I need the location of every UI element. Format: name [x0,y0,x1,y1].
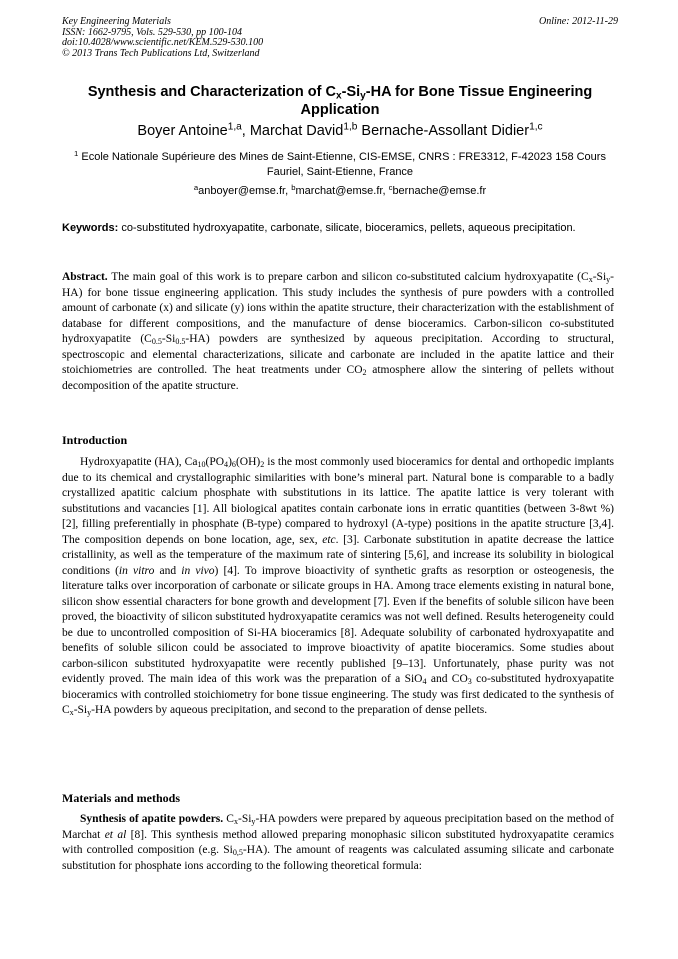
journal-header [62,17,618,59]
author-name: Boyer Antoine [137,123,228,139]
journal-name: Key Engineering Materials [62,16,171,27]
methods-heading: Materials and methods [62,791,180,805]
subsection-label: Synthesis of apatite powders. [80,813,224,825]
paper-title: Synthesis and Characterization of $C_x-Si_y-HA$ for Bone Tissue Engineering Application [87,84,593,118]
introduction-paragraph: Hydroxyapatite (HA), $Ca_{10}(PO_4)_6(OH)_2$ is the most commonly used bioceramics for dental and orthopedic implants due to its chemical and crystallographic similarities with bone’s mineral part. Natural bone is comparable to a badly crystallized apatitic calcium phosphate with substitutions in its lattice. The apatite lattice is very tolerant with substitutions and vacancies [1]. All biological apatites contain carbonate ions in erratic quantities (between 3-8wt %) [2], filling preferentially in phosphate (B-type) compared to hydroxyl (A-type) positions in the apatite structure [3,4]. The composition depends on bone location, age, sex, etc. [3]. Carbonate substitution in apatite decrease the lattice cristallinity, as well as the temperature of the maximum rate of sintering [5,6], and increase its solubility in biological conditions (in vitro and in vivo) [4]. To improve bioactivity of synthetic grafts as resorption or osteogenesis, the literature talks over incorporation of carbonate or silicate groups in HA. Among trace elements existing in natural bone, silicon show essential characters for bone growth and development [7]. Even if the benefits of soluble silicon have been proved, the bioactivity of silicon substituted hydroxyapatite ceramics was not well defined. Results heterogeneity could be due to uncontrolled composition of Si-HA bioceramics [8]. Adequate solubility of carbonated hydroxyapatite and benefits of soluble silicon could be associated to improve bioactivity of apatite bioceramics. Some studies about carbon-silicon substituted hydroxyapatite were recently published [9–13]. Unfortunately, phase purity was not evidently proved. The main idea of this work was the preparation of a SiO$_4$ and $CO_3$ co-substituted hydroxyapatite bioceramics with controlled stoichiometry for bone tissue engineering. The study was first dedicated to the synthesis of $C_x-Si_y-HA$ powders by aqueous precipitation, and second to the preparation of dense pellets. [62,456,615,717]
author-name: Bernache-Assollant Didier [357,123,530,139]
affiliation: $^1$ Ecole Nationale Supérieure des Mines de Saint-Etienne, CIS-EMSE, CNRS : FRE3312, F-42023 158 Cours Fauriel, Saint-Etienne, France [74,148,606,178]
author-emails: $^a$anboyer@emse.fr, $^b$marchat@emse.fr, $^c$bernache@emse.fr [193,182,487,197]
online-date: Online: 2012-11-29 [539,16,618,27]
methods-paragraph: Synthesis of apatite powders. $C_x-Si_y-HA$ powders were prepared by aqueous precipitation based on the method of Marchat et al [8]. This synthesis method allowed preparing monophasic silicon substituted hydroxyapatite ceramics with controlled composition (e.g. $Si_{0,5}-HA$). The amount of reagents was calculated assuming silicate and carbonate substitution for phosphate ions according to the following theoretical formula: [62,813,615,872]
author-list: Boyer Antoine$^{1,a}$, Marchat David$^{1,b}$ Bernache-Assollant Didier$^{1,c}$ [137,121,543,139]
keywords: Keywords: co-substituted hydroxyapatite, carbonate, silicate, bioceramics, pellets, aqueous precipitation. [62,222,576,234]
email-link: marchat@emse.fr, [295,185,389,197]
author-name: , Marchat David [241,123,344,139]
keywords-label: Keywords: [62,222,119,234]
doi-line: doi:10.4028/www.scientific.net/KEM.529-530.100 [62,37,264,48]
email-link: bernache@emse.fr [392,185,487,197]
issn-line: ISSN: 1662-9795, Vols. 529-530, pp 100-104 [62,26,242,38]
abstract: Abstract. The main goal of this work is to prepare carbon and silicon co-substituted calcium hydroxyapatite $(C_x-Si_y-HA)$ for bone tissue engineering application. This study includes the synthesis of pure powders with a controlled amount of carbonate (x) and silicate (y) ions within the apatite structure, their characterization with the establishment of database for different compositions, and the manufacture of dense bioceramics. Carbon-silicon co-substituted hydroxyapatite $(C_{0.5}-Si_{0.5}-HA)$ powders are synthesized by aqueous precipitation. According to structural, spectroscopic and elemental characterizations, silicate and carbonate are included in the apatite lattice and their stoichiometries are controlled. The heat treatments under $CO_2$ atmosphere allow the sintering of pellets without decomposition of the apatite structure. [62,271,615,392]
abstract-label: Abstract. [62,271,108,283]
introduction-heading: Introduction [62,433,128,447]
copyright-line: © 2013 Trans Tech Publications Ltd, Switzerland [62,47,260,59]
email-link: anboyer@emse.fr, [198,185,292,197]
